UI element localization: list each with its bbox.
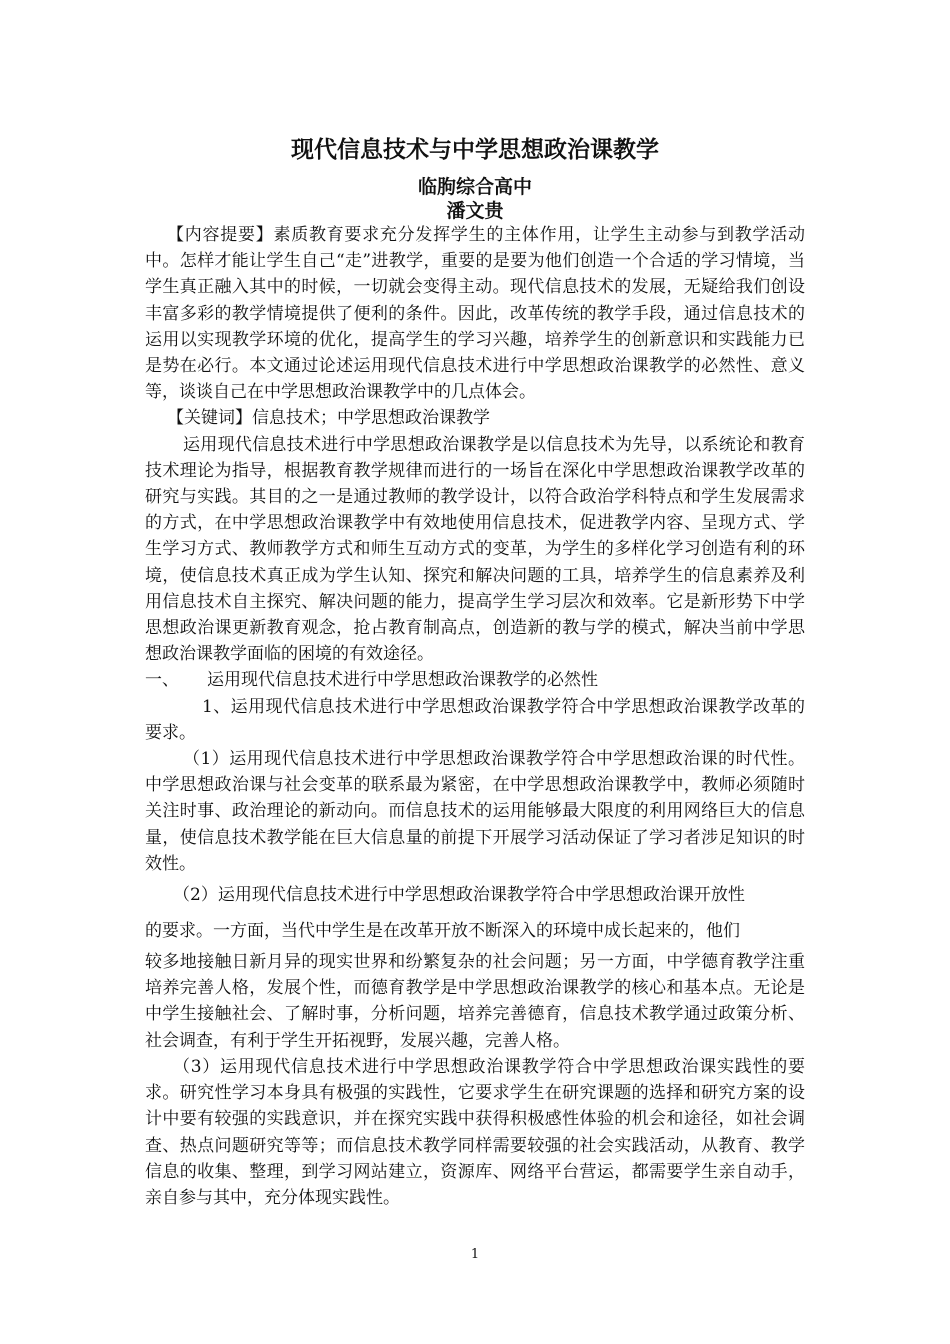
author-name: 潘文贵 bbox=[446, 200, 504, 222]
sub-paragraph-1: （1）运用现代信息技术进行中学思想政治课教学符合中学思想政治课的时代性。中学思想政治课与社会变革的联系最为紧密，在中学思想政治课教学中，教师必须随时关注时事、政治理论的新动向。而信息技术的运用能够最大限度的利用网络巨大的信息量，使信息技术教学能在巨大信息量的前提下开展学习活动保证了学习者涉足知识的时效性。 bbox=[145, 749, 805, 874]
document-body bbox=[145, 222, 805, 1211]
abstract-paragraph: 【内容提要】素质教育要求充分发挥学生的主体作用，让学生主动参与到教学活动中。怎样才能让学生自己“走”进教学，重要的是要为他们创造一个合适的学习情境，当学生真正融入其中的时候，一切就会变得主动。现代信息技术的发展，无疑给我们创设丰富多彩的教学情境提供了便利的条件。因此，改革传统的教学手段，通过信息技术的运用以实现教学环境的优化，提高学生的学习兴趣，培养学生的创新意识和实践能力已是势在必行。本文通过论述运用现代信息技术进行中学思想政治课教学的必然性、意义等，谈谈自己在中学思想政治课教学中的几点体会。 bbox=[145, 225, 805, 403]
section-heading-1 bbox=[145, 667, 805, 693]
sub-paragraph-2-line-1: （2）运用现代信息技术进行中学思想政治课教学符合中学思想政治课开放性 bbox=[173, 885, 745, 906]
sub-paragraph-2-rest: 较多地接触日新月异的现实世界和纷繁复杂的社会问题；另一方面，中学德育教学注重培养完善人格，发展个性，而德育教学是中学思想政治课教学的核心和基本点。无论是中学生接触社会、了解时事，分析问题，培养完善德育，信息技术教学通过政策分析、社会调查，有利于学生开拓视野，发展兴趣，完善人格。 bbox=[145, 952, 805, 1051]
section-number: 一、 bbox=[145, 670, 179, 691]
sub-paragraph-2-line-2: 的要求。一方面，当代中学生是在改革开放不断深入的环境中成长起来的，他们 bbox=[145, 921, 740, 942]
sub-paragraph-3: （3）运用现代信息技术进行中学思想政治课教学符合中学思想政治课实践性的要求。研究性学习本身具有极强的实践性，它要求学生在研究课题的选择和研究方案的设计中要有较强的实践意识，并在探究实践中获得积极感性体验的机会和途径，如社会调查、热点问题研究等等；而信息技术教学同样需要较强的社会实践活动，从教育、教学信息的收集、整理，到学习网站建立，资源库、网络平台营运，都需要学生亲自动手，亲自参与其中，充分体现实践性。 bbox=[145, 1056, 805, 1208]
page-number: 1 bbox=[470, 1247, 480, 1262]
intro-paragraph: 运用现代信息技术进行中学思想政治课教学是以信息技术为先导，以系统论和教育技术理论为指导，根据教育教学规律而进行的一场旨在深化中学思想政治课教学改革的研究与实践。其目的之一是通过教师的教学设计，以符合政治学科特点和学生发展需求的方式，在中学思想政治课教学中有效地使用信息技术，促进教学内容、呈现方式、学生学习方式、教师教学方式和师生互动方式的变革，为学生的多样化学习创造有利的环境，使信息技术真正成为学生认知、探究和解决问题的工具，培养学生的信息素养及利用信息技术自主探究、解决问题的能力，提高学生学习层次和效率。它是新形势下中学思想政治课更新教育观念，抢占教育制高点，创造新的教与学的模式，解决当前中学思想政治课教学面临的困境的有效途径。 bbox=[145, 434, 805, 665]
keywords-paragraph: 【关键词】信息技术；中学思想政治课教学 bbox=[167, 408, 490, 429]
document-title: 现代信息技术与中学思想政治课教学 bbox=[291, 137, 659, 163]
section-title: 运用现代信息技术进行中学思想政治课教学的必然性 bbox=[207, 670, 598, 691]
point-paragraph-1: 1、运用现代信息技术进行中学思想政治课教学符合中学思想政治课教学改革的要求。 bbox=[145, 696, 805, 743]
school-name: 临朐综合高中 bbox=[417, 176, 532, 198]
